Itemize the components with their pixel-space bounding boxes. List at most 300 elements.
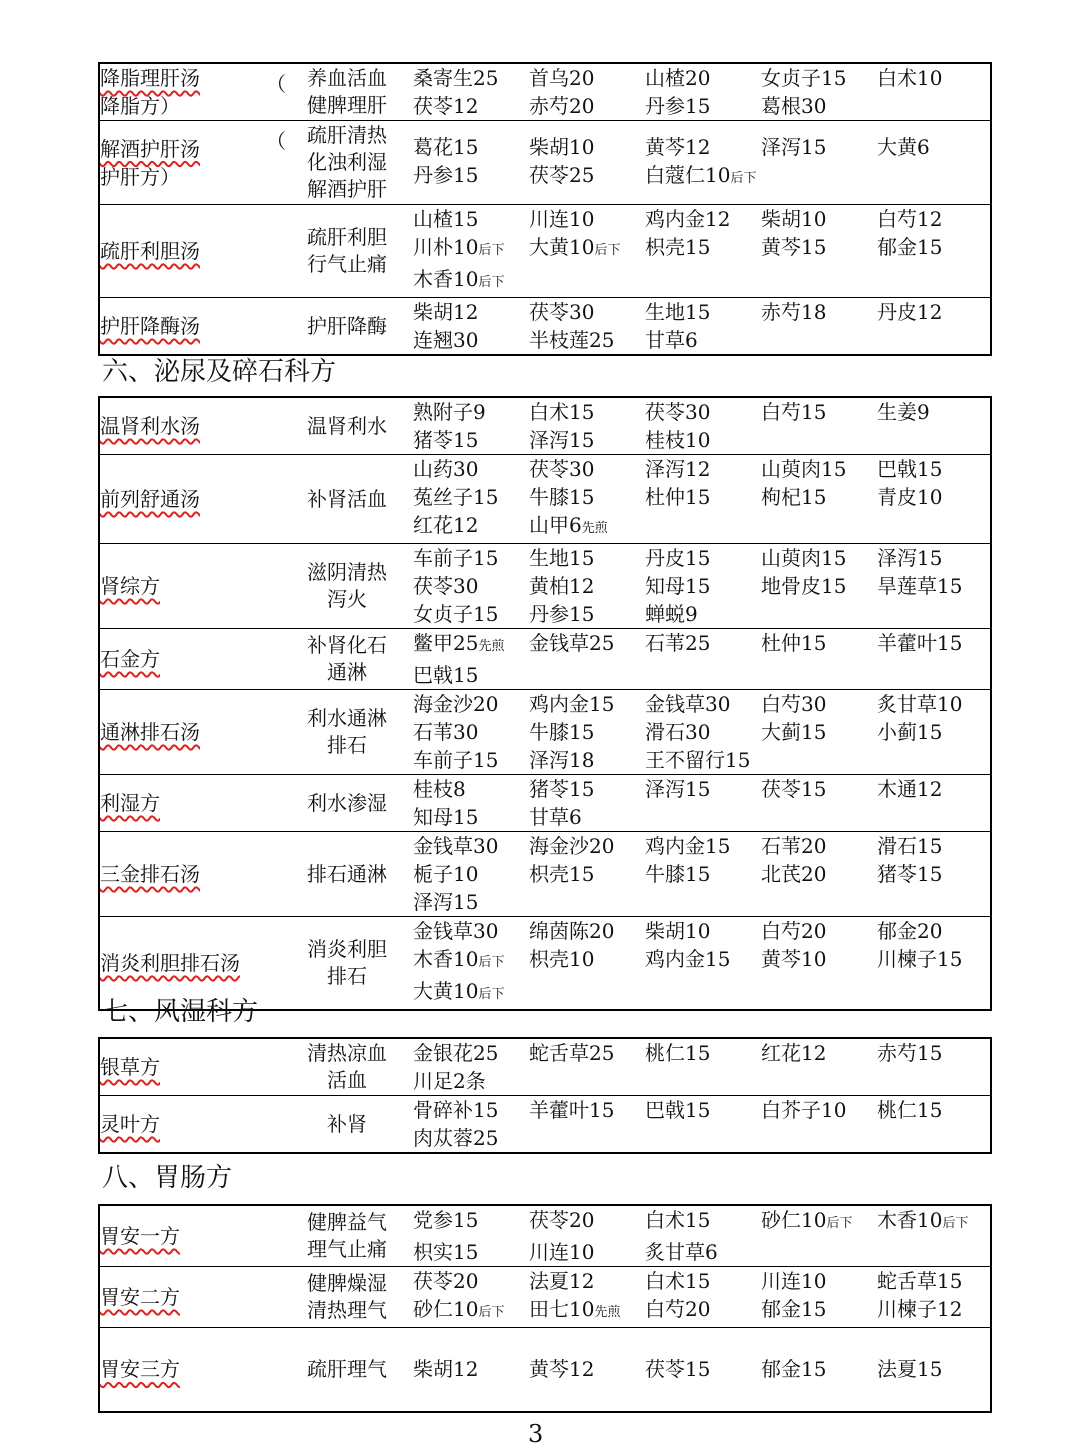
ingredient: 赤芍20 [529, 94, 595, 118]
formula-row [99, 1205, 991, 1267]
ingredient: 金钱草25 [529, 631, 615, 655]
ingredient-grid [413, 455, 990, 543]
ingredient: 甘草6 [645, 328, 698, 352]
ingredient: 牛膝15 [645, 862, 711, 886]
ingredient: 茯苓20 [413, 1269, 479, 1293]
ingredient-note: 后下 [594, 243, 621, 258]
ingredient: 石苇30 [413, 720, 479, 744]
function-line: 行气止痛 [307, 252, 387, 276]
ingredient: 黄柏12 [529, 574, 595, 598]
formula-row [99, 63, 991, 121]
formula-name [99, 397, 281, 455]
ingredient-note: 后下 [478, 1305, 505, 1320]
ingredient: 栀子10 [413, 862, 479, 886]
ingredient: 知母15 [413, 805, 479, 829]
ingredient: 猪苓15 [413, 428, 479, 452]
ingredient-note: 后下 [478, 987, 505, 1002]
formula-function [281, 205, 413, 298]
ingredient-note: 后下 [478, 243, 505, 258]
ingredient: 枳实15 [413, 1240, 479, 1264]
formula-name-underline: 前列舒通汤 [100, 487, 200, 511]
formula-row [99, 690, 991, 775]
formula-function [281, 1267, 413, 1328]
formula-function [281, 298, 413, 356]
formula-name [99, 298, 281, 356]
ingredient: 北芪20 [761, 862, 827, 886]
formula-name [99, 63, 286, 121]
formula-name [99, 1096, 281, 1154]
ingredient: 茯苓25 [529, 162, 595, 187]
formula-name [99, 1328, 281, 1412]
formula-name [99, 629, 281, 690]
ingredient: 郁金20 [877, 919, 943, 943]
ingredient: 石苇25 [645, 631, 711, 655]
formula-name-underline: 胃安三方 [100, 1357, 180, 1382]
ingredient-note: 后下 [942, 1216, 969, 1231]
function-line: 健脾理肝 [307, 93, 387, 117]
formula-function [281, 397, 413, 455]
formula-row [99, 832, 991, 917]
ingredient-grid [413, 398, 990, 454]
ingredient-grid [413, 1096, 990, 1152]
ingredient-note: 先煎 [581, 521, 608, 536]
ingredient-grid [413, 133, 990, 193]
function-line: 补肾活血 [307, 486, 387, 511]
ingredient-cell [413, 121, 991, 205]
formula-row [99, 205, 991, 298]
formula-row [99, 1267, 991, 1328]
ingredient: 丹参15 [645, 94, 711, 118]
function-line: 补肾化石 [307, 633, 387, 657]
ingredient-note: 后下 [478, 275, 505, 290]
formula-function [281, 455, 413, 544]
ingredient-cell [413, 63, 991, 121]
ingredient: 熟附子9 [413, 400, 486, 424]
formula-name-text [100, 645, 281, 673]
formula-name-underline: 温肾利水汤 [100, 414, 200, 438]
formula-row [99, 455, 991, 544]
formula-name [99, 1205, 281, 1267]
ingredient: 鸡内金15 [645, 834, 731, 858]
ingredient: 川朴10后下 [413, 235, 505, 259]
ingredient: 郁金15 [761, 1357, 827, 1382]
function-line: 护肝降酶 [307, 313, 387, 338]
ingredient: 枳壳10 [529, 947, 595, 971]
formula-function [281, 1038, 413, 1096]
ingredient: 大黄6 [877, 134, 930, 159]
formula-function [281, 917, 413, 1011]
ingredient-cell [413, 544, 991, 629]
ingredient: 川楝子15 [877, 947, 963, 971]
formula-function [281, 121, 413, 205]
formula-row [99, 1328, 991, 1412]
ingredient-grid [413, 690, 990, 774]
formula-table [98, 1204, 992, 1413]
ingredient-note: 后下 [730, 170, 757, 186]
ingredient: 茯苓15 [645, 1357, 711, 1382]
ingredient-cell [413, 205, 991, 298]
formula-name-text [100, 1053, 281, 1081]
ingredient-grid [413, 205, 990, 297]
ingredient: 肉苁蓉25 [413, 1126, 499, 1150]
formula-function [281, 1328, 413, 1412]
ingredient: 丹皮12 [877, 300, 943, 324]
function-line: 疏肝利胆 [307, 225, 387, 249]
ingredient: 红花12 [413, 513, 479, 537]
function-line: 补肾 [327, 1111, 367, 1136]
ingredient: 枸杞15 [761, 485, 827, 509]
formula-table-block [98, 1204, 990, 1382]
function-line: 滋阴清热 [307, 560, 387, 584]
formula-table [98, 1037, 992, 1154]
ingredient: 川楝子12 [877, 1297, 963, 1321]
ingredient: 蛇舌草15 [877, 1269, 963, 1293]
ingredient: 骨碎补15 [413, 1098, 499, 1122]
function-line: 利水渗湿 [307, 790, 387, 815]
ingredient: 牛膝15 [529, 720, 595, 744]
ingredient-cell [413, 690, 991, 775]
ingredient: 茯苓30 [413, 574, 479, 598]
ingredient-grid [413, 1206, 990, 1266]
ingredient-grid [413, 775, 990, 831]
ingredient: 白术10 [877, 66, 943, 90]
function-line: 健脾益气 [307, 1210, 387, 1234]
ingredient: 半枝莲25 [529, 328, 615, 352]
formula-name-text [100, 949, 281, 977]
ingredient-cell [413, 1328, 991, 1412]
ingredient: 大蓟15 [761, 720, 827, 744]
ingredient: 白芍12 [877, 207, 943, 231]
formula-name [99, 690, 281, 775]
ingredient: 丹参15 [529, 602, 595, 626]
ingredient: 鸡内金15 [529, 692, 615, 716]
formula-name-text [100, 64, 281, 92]
ingredient-cell [413, 1038, 991, 1096]
ingredient: 巴戟15 [645, 1098, 711, 1122]
ingredient: 知母15 [645, 574, 711, 598]
ingredient: 杜仲15 [645, 485, 711, 509]
ingredient: 山楂15 [413, 207, 479, 231]
ingredient: 桃仁15 [645, 1041, 711, 1065]
ingredient: 丹参15 [413, 162, 479, 187]
ingredient: 茯苓30 [529, 457, 595, 481]
ingredient: 金银花25 [413, 1041, 499, 1065]
open-paren: （ [266, 72, 286, 96]
ingredient-cell [413, 1096, 991, 1154]
formula-name-text [100, 1355, 281, 1383]
ingredient: 黄芩10 [761, 947, 827, 971]
ingredient: 山萸肉15 [761, 457, 847, 481]
ingredient-cell [413, 1205, 991, 1267]
formula-row [99, 1096, 991, 1154]
ingredient: 海金沙20 [529, 834, 615, 858]
ingredient: 蛇舌草25 [529, 1041, 615, 1065]
ingredient: 木通12 [877, 777, 943, 801]
ingredient: 柴胡10 [529, 134, 595, 159]
ingredient: 山甲6先煎 [529, 513, 608, 537]
ingredient: 柴胡12 [413, 300, 479, 324]
ingredient: 泽泻15 [877, 546, 943, 570]
function-line: 健脾燥湿 [307, 1271, 387, 1295]
section-title: 七、风湿科方 [102, 997, 259, 1027]
ingredient: 巴戟15 [877, 457, 943, 481]
ingredient: 巴戟15 [413, 663, 479, 687]
ingredient: 山药30 [413, 457, 479, 481]
formula-table [98, 396, 992, 1011]
function-line: 疏肝理气 [307, 1356, 387, 1381]
function-line: 理气止痛 [307, 1237, 387, 1261]
formula-table-block [98, 62, 990, 356]
ingredient: 桑寄生25 [413, 66, 499, 90]
function-line: 排石通淋 [307, 861, 387, 886]
ingredient: 蝉蜕9 [645, 602, 698, 626]
ingredient: 车前子15 [413, 546, 499, 570]
ingredient-grid [413, 1355, 990, 1383]
formula-name-underline: 石金方 [100, 647, 160, 671]
ingredient: 茯苓30 [529, 300, 595, 324]
section-title: 八、胃肠方 [102, 1163, 233, 1193]
formula-name-text [100, 860, 281, 888]
ingredient-cell [413, 298, 991, 356]
formula-name-cont: 护肝方） [100, 164, 180, 189]
function-line: 温肾利水 [307, 413, 387, 438]
function-line: 排石 [327, 964, 367, 988]
formula-function [281, 690, 413, 775]
ingredient: 田七10先煎 [529, 1297, 621, 1321]
ingredient: 滑石30 [645, 720, 711, 744]
ingredient: 茯苓20 [529, 1208, 595, 1232]
ingredient: 柴胡10 [645, 919, 711, 943]
ingredient-grid [413, 629, 990, 689]
formula-name-text [100, 135, 281, 163]
formula-name-underline: 护肝降酶汤 [100, 314, 200, 338]
formula-name [99, 205, 281, 298]
ingredient: 茯苓30 [645, 400, 711, 424]
ingredient: 木香10后下 [413, 267, 505, 291]
ingredient: 杜仲15 [761, 631, 827, 655]
ingredient: 青皮10 [877, 485, 943, 509]
ingredient: 茯苓15 [761, 777, 827, 801]
ingredient: 生地15 [645, 300, 711, 324]
ingredient-note: 先煎 [594, 1305, 621, 1320]
formula-row [99, 775, 991, 832]
ingredient: 白术15 [645, 1208, 711, 1232]
ingredient: 川连10 [761, 1269, 827, 1293]
ingredient: 石苇20 [761, 834, 827, 858]
ingredient: 海金沙20 [413, 692, 499, 716]
ingredient: 女贞子15 [761, 66, 847, 90]
ingredient: 滑石15 [877, 834, 943, 858]
formula-name [99, 455, 281, 544]
formula-function [281, 1205, 413, 1267]
ingredient: 金钱草30 [413, 834, 499, 858]
ingredient: 羊藿叶15 [877, 631, 963, 655]
ingredient: 枳壳15 [529, 862, 595, 886]
ingredient: 小蓟15 [877, 720, 943, 744]
ingredient: 郁金15 [761, 1297, 827, 1321]
function-line: 清热凉血 [307, 1041, 387, 1065]
ingredient: 木香10后下 [877, 1208, 969, 1232]
function-line: 解酒护肝 [307, 177, 387, 201]
formula-name-text [100, 312, 281, 340]
function-line: 排石 [327, 733, 367, 757]
ingredient: 白芍15 [761, 400, 827, 424]
formula-name-text [100, 237, 281, 265]
formula-function [281, 63, 413, 121]
ingredient: 郁金15 [877, 235, 943, 259]
ingredient: 首乌20 [529, 66, 595, 90]
formula-function [281, 775, 413, 832]
ingredient: 绵茵陈20 [529, 919, 615, 943]
formula-name-underline: 解酒护肝汤 [100, 136, 200, 161]
formula-name-underline: 降脂理肝汤 [100, 66, 200, 90]
function-line: 活血 [327, 1068, 367, 1092]
formula-name [99, 832, 281, 917]
ingredient: 法夏15 [877, 1357, 943, 1382]
formula-name-text [100, 572, 281, 600]
ingredient: 王不留行15 [645, 748, 751, 772]
ingredient: 金钱草30 [645, 692, 731, 716]
ingredient: 柴胡12 [413, 1357, 479, 1382]
ingredient: 鸡内金15 [645, 947, 731, 971]
ingredient: 羊藿叶15 [529, 1098, 615, 1122]
function-line: 清热理气 [307, 1298, 387, 1322]
formula-name-cont: 降脂方） [100, 94, 180, 118]
ingredient: 茯苓12 [413, 94, 479, 118]
formula-name-underline: 银草方 [100, 1055, 160, 1079]
formula-name [99, 544, 281, 629]
page-number: 3 [528, 1420, 544, 1448]
formula-name-underline: 疏肝利胆汤 [100, 239, 200, 263]
ingredient: 葛花15 [413, 134, 479, 159]
ingredient: 葛根30 [761, 94, 827, 118]
formula-name [99, 1267, 281, 1328]
ingredient: 桂枝8 [413, 777, 466, 801]
function-line: 泻火 [327, 587, 367, 611]
formula-function [281, 629, 413, 690]
function-line: 利水通淋 [307, 706, 387, 730]
ingredient: 党参15 [413, 1208, 479, 1232]
ingredient: 地骨皮15 [761, 574, 847, 598]
ingredient-cell [413, 775, 991, 832]
ingredient: 白蔻仁10后下 [645, 162, 757, 187]
ingredient: 枳壳15 [645, 235, 711, 259]
formula-name-underline: 三金排石汤 [100, 862, 200, 886]
formula-name-text [100, 1283, 281, 1311]
ingredient-grid [413, 1267, 990, 1327]
ingredient-grid [413, 544, 990, 628]
ingredient: 白芍20 [645, 1297, 711, 1321]
ingredient: 鸡内金12 [645, 207, 731, 231]
ingredient: 泽泻15 [529, 428, 595, 452]
formula-name-text [100, 1110, 281, 1138]
ingredient: 大黄10后下 [529, 235, 621, 259]
ingredient-grid [413, 298, 990, 354]
formula-name-underline: 消炎利胆排石汤 [100, 951, 240, 975]
formula-name-text [100, 789, 281, 817]
ingredient: 泽泻12 [645, 457, 711, 481]
ingredient-grid [413, 917, 990, 1009]
formula-row [99, 629, 991, 690]
ingredient: 旱莲草15 [877, 574, 963, 598]
ingredient: 泽泻18 [529, 748, 595, 772]
ingredient: 白芥子10 [761, 1098, 847, 1122]
ingredient: 炙甘草10 [877, 692, 963, 716]
formula-name-underline: 利湿方 [100, 791, 160, 815]
ingredient: 鳖甲25先煎 [413, 631, 505, 655]
ingredient-cell [413, 1267, 991, 1328]
ingredient: 菟丝子15 [413, 485, 499, 509]
ingredient: 桃仁15 [877, 1098, 943, 1122]
ingredient: 砂仁10后下 [413, 1297, 505, 1321]
ingredient: 连翘30 [413, 328, 479, 352]
ingredient: 猪苓15 [529, 777, 595, 801]
ingredient: 山楂20 [645, 66, 711, 90]
ingredient: 炙甘草6 [645, 1240, 718, 1264]
ingredient: 黄芩12 [529, 1357, 595, 1382]
function-line: 养血活血 [307, 66, 387, 90]
formula-row [99, 121, 991, 205]
formula-name [99, 121, 286, 205]
ingredient: 木香10后下 [413, 947, 505, 971]
formula-name-text [100, 1222, 281, 1250]
ingredient-grid [413, 832, 990, 916]
ingredient: 柴胡10 [761, 207, 827, 231]
section-title: 六、泌尿及碎石科方 [102, 357, 337, 387]
function-line: 通淋 [327, 660, 367, 684]
ingredient-grid [413, 1039, 990, 1095]
ingredient: 黄芩15 [761, 235, 827, 259]
function-line: 消炎利胆 [307, 937, 387, 961]
ingredient: 川连10 [529, 1240, 595, 1264]
ingredient: 赤芍18 [761, 300, 827, 324]
ingredient: 牛膝15 [529, 485, 595, 509]
ingredient: 赤芍15 [877, 1041, 943, 1065]
formula-name-text [100, 718, 281, 746]
formula-table [98, 62, 992, 356]
ingredient: 泽泻15 [413, 890, 479, 914]
formula-name-text [100, 412, 281, 440]
formula-name-underline: 灵叶方 [100, 1112, 160, 1136]
formula-function [281, 544, 413, 629]
ingredient: 车前子15 [413, 748, 499, 772]
ingredient: 川连10 [529, 207, 595, 231]
ingredient: 桂枝10 [645, 428, 711, 452]
ingredient: 丹皮15 [645, 546, 711, 570]
formula-function [281, 1096, 413, 1154]
ingredient: 法夏12 [529, 1269, 595, 1293]
ingredient: 泽泻15 [645, 777, 711, 801]
ingredient: 川足2条 [413, 1069, 486, 1093]
ingredient: 白芍20 [761, 919, 827, 943]
ingredient: 金钱草30 [413, 919, 499, 943]
ingredient: 白术15 [645, 1269, 711, 1293]
formula-function [281, 832, 413, 917]
formula-name-underline: 胃安二方 [100, 1285, 180, 1309]
ingredient-grid [413, 64, 990, 120]
ingredient-cell [413, 455, 991, 544]
ingredient-cell [413, 629, 991, 690]
formula-row [99, 397, 991, 455]
ingredient: 甘草6 [529, 805, 582, 829]
ingredient: 红花12 [761, 1041, 827, 1065]
ingredient-cell [413, 832, 991, 917]
ingredient: 猪苓15 [877, 862, 943, 886]
formula-row [99, 544, 991, 629]
ingredient: 泽泻15 [761, 134, 827, 159]
formula-name-underline: 肾综方 [100, 574, 160, 598]
function-line: 化浊利湿 [307, 150, 387, 174]
